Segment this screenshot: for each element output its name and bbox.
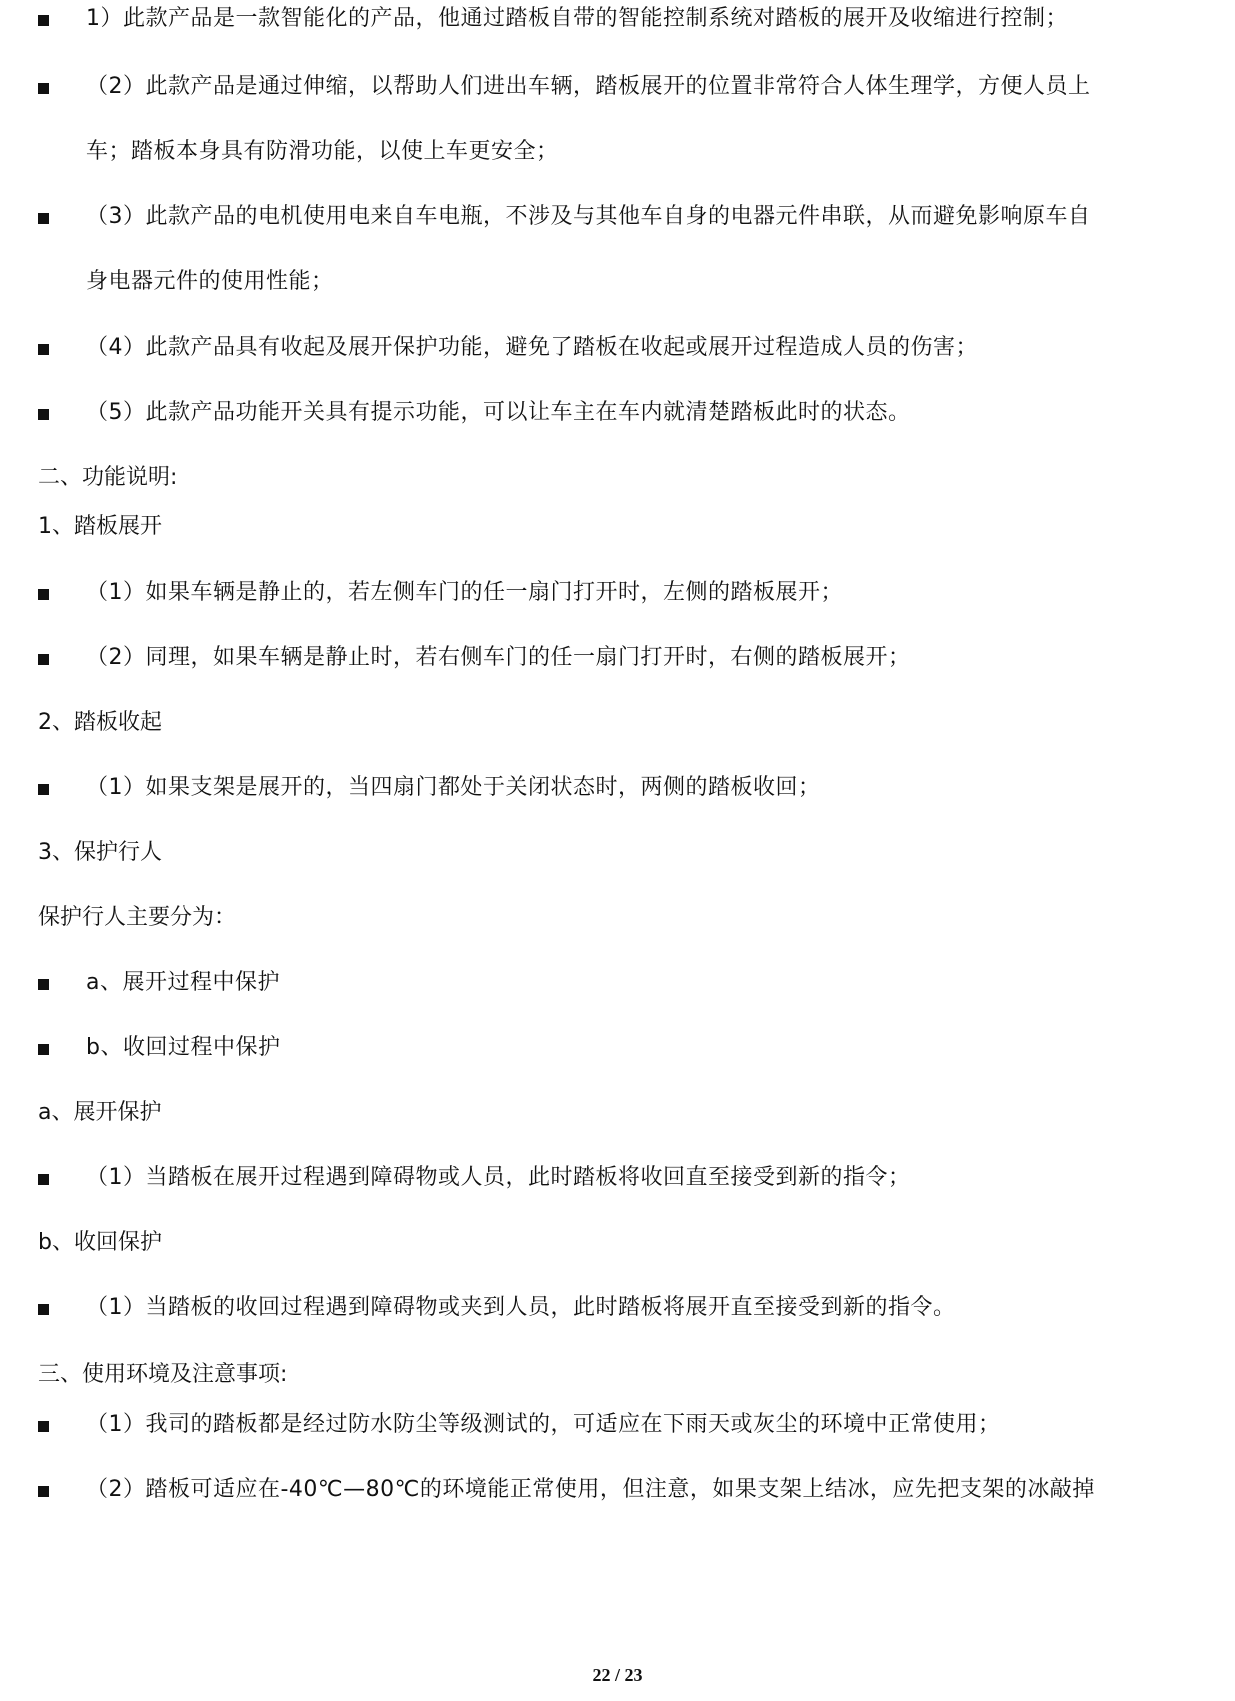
- section-heading: 2、踏板收起: [38, 710, 162, 735]
- section-heading: b、收回保护: [38, 1230, 162, 1255]
- bullet-marker: [38, 1174, 49, 1185]
- bullet-continuation-text: 身电器元件的使用性能；: [86, 269, 334, 294]
- bullet-marker: [38, 979, 49, 990]
- bullet-marker: [38, 1421, 49, 1432]
- bullet-text: （2）同理，如果车辆是静止时，若右侧车门的任一扇门打开时，右侧的踏板展开；: [86, 645, 911, 670]
- bullet-text: （1）当踏板的收回过程遇到障碍物或夹到人员，此时踏板将展开直至接受到新的指令。: [86, 1295, 956, 1320]
- bullet-marker: [38, 1486, 49, 1497]
- bullet-continuation-text: 车；踏板本身具有防滑功能，以使上车更安全；: [86, 139, 559, 164]
- bullet-marker: [38, 1044, 49, 1055]
- bullet-marker: [38, 589, 49, 600]
- bullet-text: （1）我司的踏板都是经过防水防尘等级测试的，可适应在下雨天或灰尘的环境中正常使用；: [86, 1412, 1001, 1437]
- section-heading: 3、保护行人: [38, 840, 162, 865]
- bullet-text: a、展开过程中保护: [86, 970, 280, 995]
- bullet-text: （2）此款产品是通过伸缩，以帮助人们进出车辆，踏板展开的位置非常符合人体生理学，方便人员上: [86, 74, 1091, 99]
- bullet-marker: [38, 409, 49, 420]
- bullet-text: （2）踏板可适应在-40℃—80℃的环境能正常使用，但注意，如果支架上结冰，应先把支架的冰敲掉: [86, 1477, 1095, 1502]
- bullet-marker: [38, 213, 49, 224]
- bullet-marker: [38, 654, 49, 665]
- bullet-marker: [38, 83, 49, 94]
- bullet-text: （4）此款产品具有收起及展开保护功能，避免了踏板在收起或展开过程造成人员的伤害；: [86, 335, 979, 360]
- bullet-text: （1）如果车辆是静止的，若左侧车门的任一扇门打开时，左侧的踏板展开；: [86, 580, 843, 605]
- bullet-text: 1）此款产品是一款智能化的产品，他通过踏板自带的智能控制系统对踏板的展开及收缩进行控制；: [86, 6, 1069, 31]
- section-heading: 三、使用环境及注意事项:: [38, 1362, 288, 1387]
- bullet-text: （5）此款产品功能开关具有提示功能，可以让车主在车内就清楚踏板此时的状态。: [86, 400, 911, 425]
- bullet-text: b、收回过程中保护: [86, 1035, 281, 1060]
- bullet-text: （1）如果支架是展开的，当四扇门都处于关闭状态时，两侧的踏板收回；: [86, 775, 821, 800]
- section-heading: a、展开保护: [38, 1100, 162, 1125]
- section-heading: 二、功能说明:: [38, 465, 178, 490]
- bullet-marker: [38, 784, 49, 795]
- bullet-text: （1）当踏板在展开过程遇到障碍物或人员，此时踏板将收回直至接受到新的指令；: [86, 1165, 911, 1190]
- bullet-marker: [38, 1304, 49, 1315]
- page-number: 22 / 23: [592, 1665, 643, 1685]
- bullet-marker: [38, 15, 49, 26]
- section-heading: 保护行人主要分为：: [38, 905, 237, 930]
- bullet-text: （3）此款产品的电机使用电来自车电瓶，不涉及与其他车自身的电器元件串联，从而避免影响原车自: [86, 204, 1091, 229]
- bullet-marker: [38, 344, 49, 355]
- section-heading: 1、踏板展开: [38, 514, 162, 539]
